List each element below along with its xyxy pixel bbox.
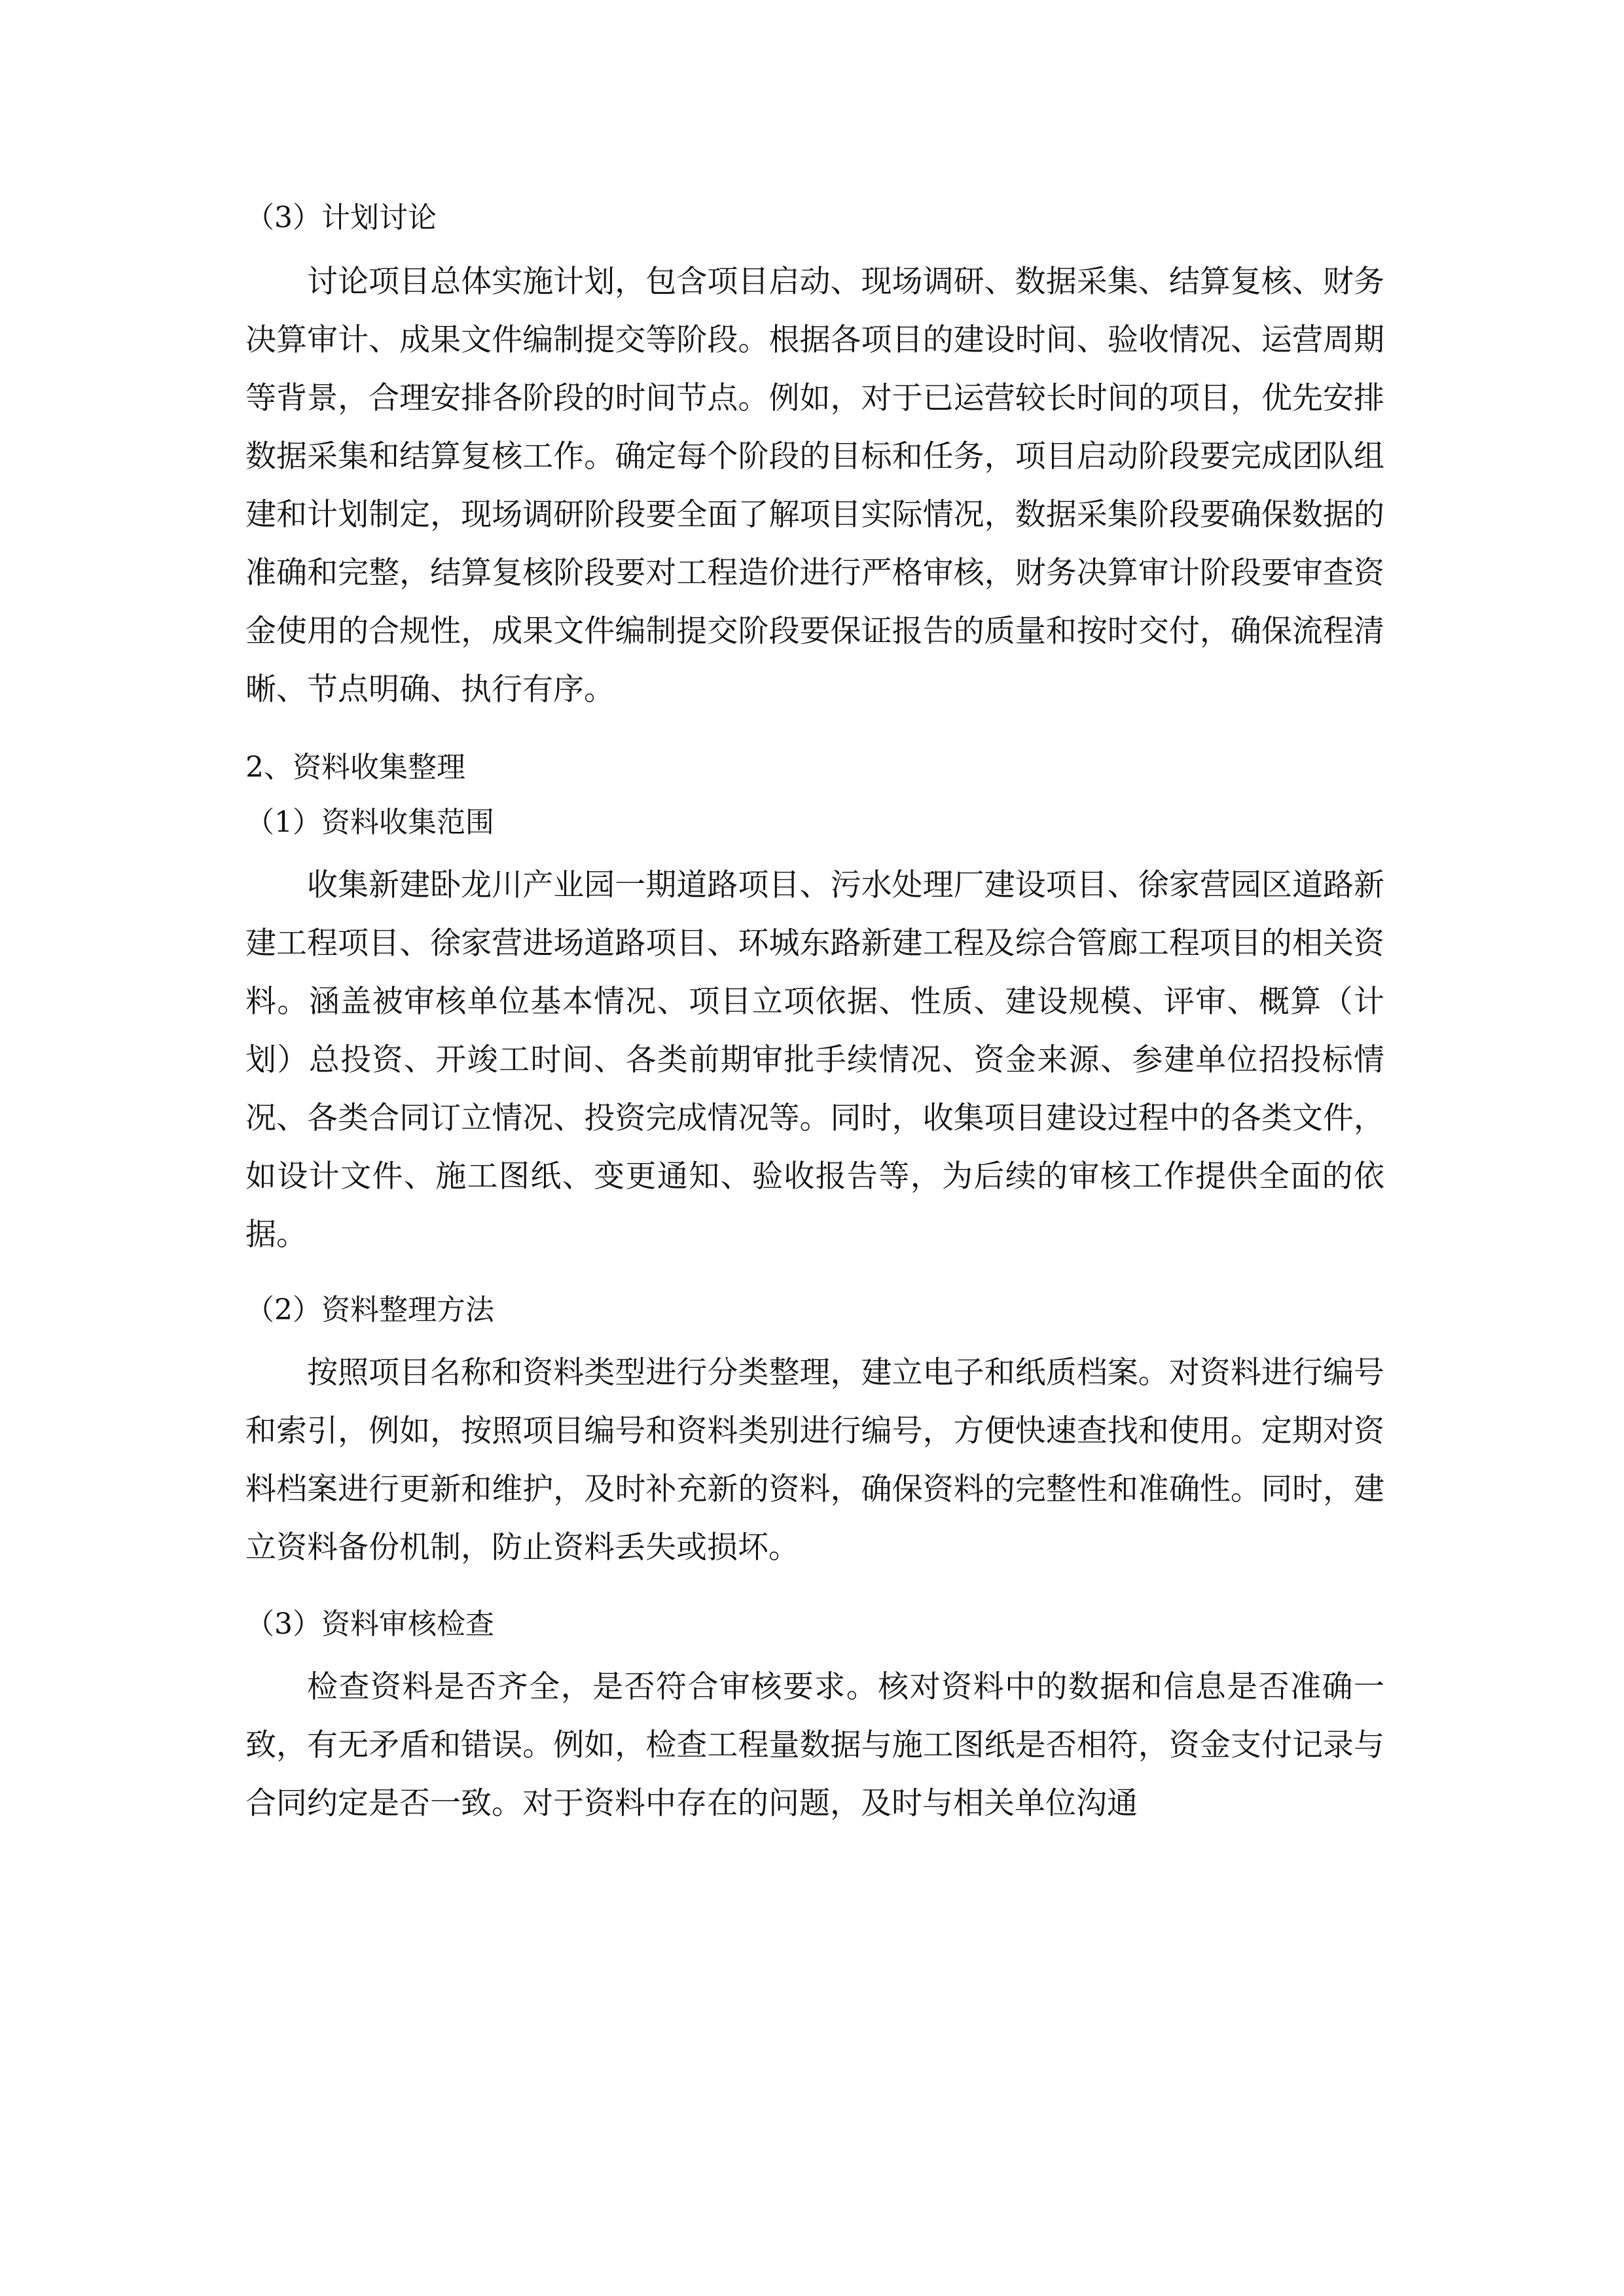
section-heading-plan-discussion: （3）计划讨论 — [245, 201, 437, 234]
document-body — [245, 196, 1384, 1833]
paragraph-organization-method: 按照项目名称和资料类型进行分类整理，建立电子和纸质档案。对资料进行编号和索引，例如，按照项目编号和资料类别进行编号，方便快速查找和使用。定期对资料档案进行更新和维护，及时补充新的资料，确保资料的完整性和准确性。同时，建立资料备份机制，防止资料丢失或损坏。 — [245, 1355, 1384, 1566]
subsection-heading-organization-method: （2）资料整理方法 — [245, 1293, 494, 1327]
paragraph-collection-scope: 收集新建卧龙川产业园一期道路项目、污水处理厂建设项目、徐家营园区道路新建工程项目、徐家营进场道路项目、环城东路新建工程及综合管廊工程项目的相关资料。涵盖被审核单位基本情况、项目立项依据、性质、建设规模、评审、概算（计划）总投资、开竣工时间、各类前期审批手续情况、资金来源、参建单位招投标情况、各类合同订立情况、投资完成情况等。同时，收集项目建设过程中的各类文件，如设计文件、施工图纸、变更通知、验收报告等，为后续的审核工作提供全面的依据。 — [245, 867, 1384, 1253]
subsection-heading-review-check: （3）资料审核检查 — [245, 1607, 494, 1641]
subsection-heading-collection-scope: （1）资料收集范围 — [245, 806, 494, 839]
paragraph-review-check: 检查资料是否齐全，是否符合审核要求。核对资料中的数据和信息是否准确一致，有无矛盾和错误。例如，检查工程量数据与施工图纸是否相符，资金支付记录与合同约定是否一致。对于资料中存在的问题，及时与相关单位沟通 — [245, 1669, 1384, 1821]
paragraph-plan-discussion: 讨论项目总体实施计划，包含项目启动、现场调研、数据采集、结算复核、财务决算审计、成果文件编制提交等阶段。根据各项目的建设时间、验收情况、运营周期等背景，合理安排各阶段的时间节点。例如，对于已运营较长时间的项目，优先安排数据采集和结算复核工作。确定每个阶段的目标和任务，项目启动阶段要完成团队组建和计划制定，现场调研阶段要全面了解项目实际情况，数据采集阶段要确保数据的准确和完整，结算复核阶段要对工程造价进行严格审核，财务决算审计阶段要审查资金使用的合规性，成果文件编制提交阶段要保证报告的质量和按时交付，确保流程清晰、节点明确、执行有序。 — [245, 264, 1384, 708]
section-heading-data-collection: 2、资料收集整理 — [245, 751, 465, 784]
